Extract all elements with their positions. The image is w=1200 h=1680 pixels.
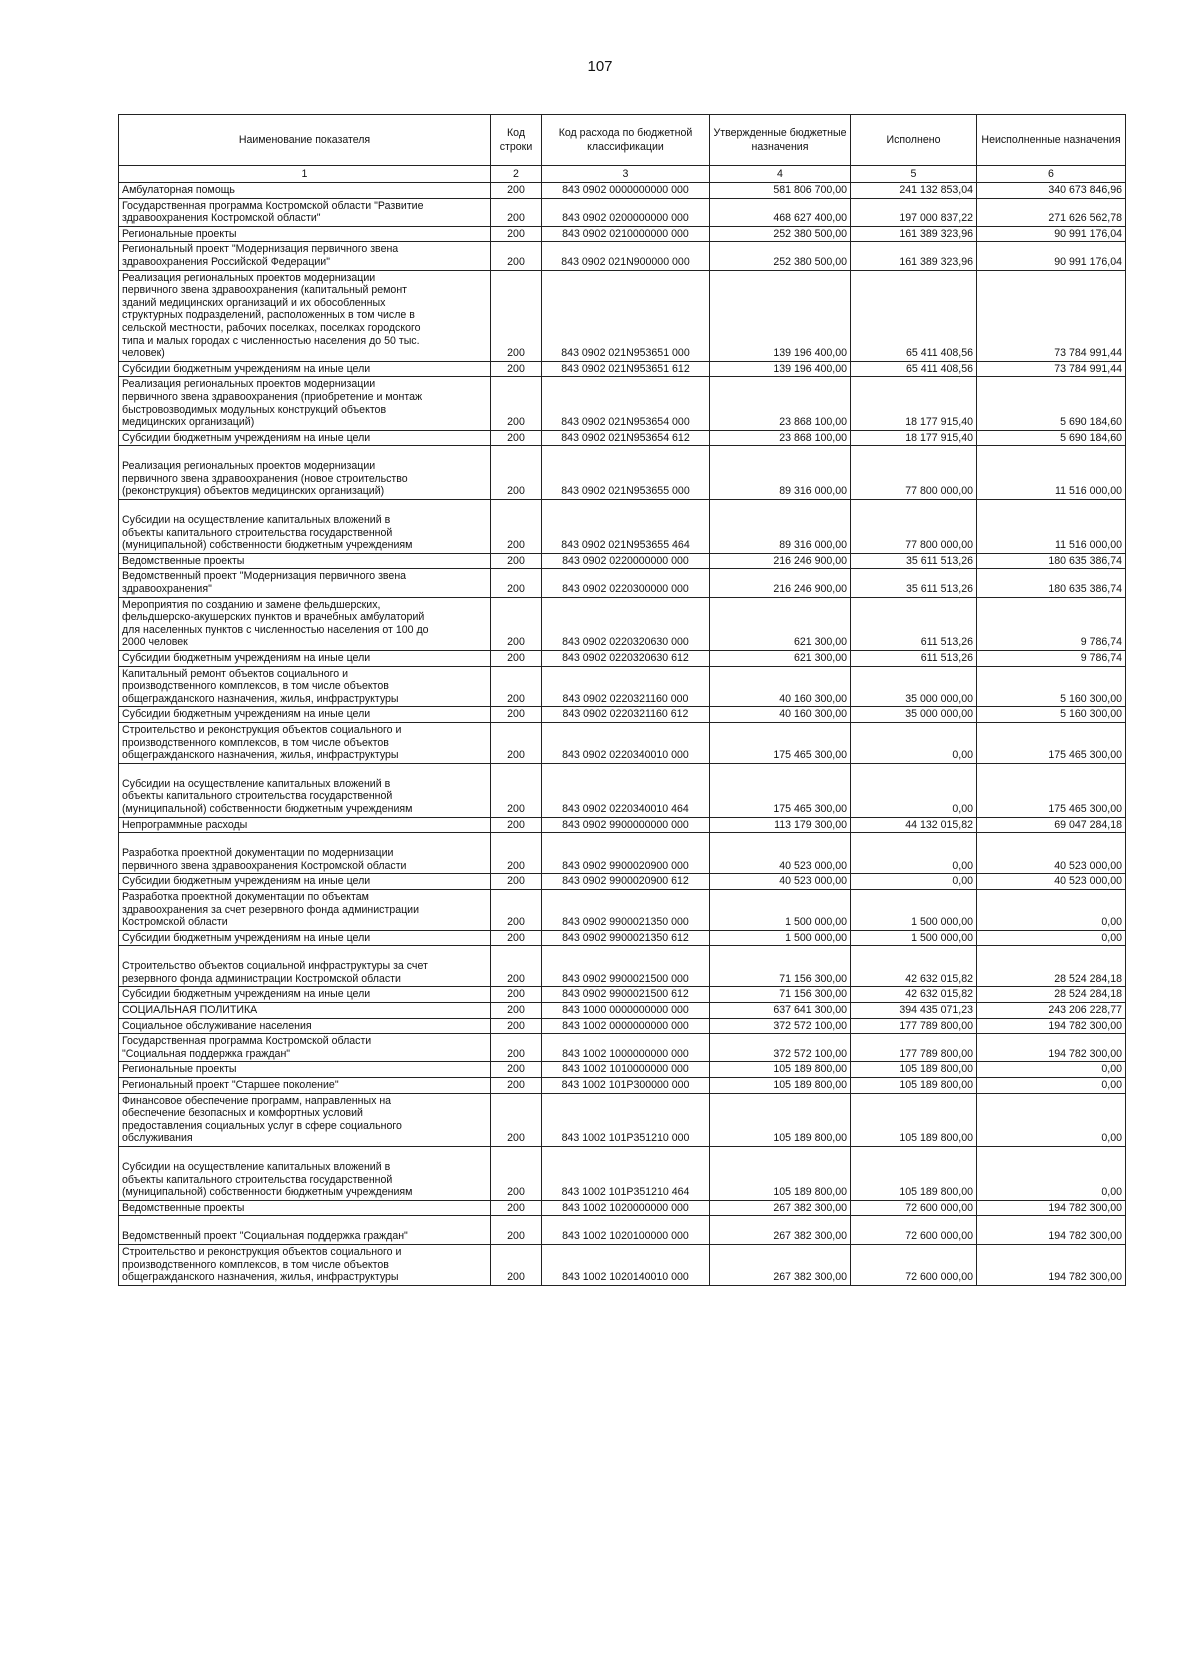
row-name: Разработка проектной документации по объектам здравоохранения за счет резервного фонда администрации Костромской области bbox=[119, 889, 491, 930]
table-row bbox=[119, 707, 1126, 723]
row-classification-code: 843 0902 9900020900 000 bbox=[542, 833, 710, 874]
row-name: Реализация региональных проектов модернизации первичного звена здравоохранения (новое строительство (реконструкция) объектов медицинских организаций) bbox=[119, 446, 491, 500]
table-row bbox=[119, 874, 1126, 890]
row-classification-code: 843 0902 021N900000 000 bbox=[542, 242, 710, 270]
row-unexecuted-amount: 180 635 386,74 bbox=[977, 569, 1126, 597]
table-row bbox=[119, 651, 1126, 667]
row-unexecuted-amount: 40 523 000,00 bbox=[977, 833, 1126, 874]
row-classification-code: 843 0902 0000000000 000 bbox=[542, 183, 710, 199]
row-name: Разработка проектной документации по модернизации первичного звена здравоохранения Костромской области bbox=[119, 833, 491, 874]
table-row bbox=[119, 987, 1126, 1003]
row-code: 200 bbox=[491, 500, 542, 554]
row-code: 200 bbox=[491, 930, 542, 946]
row-name: Непрограммные расходы bbox=[119, 817, 491, 833]
row-name: Социальное обслуживание населения bbox=[119, 1018, 491, 1034]
row-unexecuted-amount: 28 524 284,18 bbox=[977, 987, 1126, 1003]
table-row bbox=[119, 226, 1126, 242]
table-row bbox=[119, 553, 1126, 569]
row-code: 200 bbox=[491, 242, 542, 270]
row-approved-amount: 105 189 800,00 bbox=[710, 1062, 851, 1078]
row-approved-amount: 139 196 400,00 bbox=[710, 361, 851, 377]
table-row bbox=[119, 270, 1126, 361]
row-approved-amount: 175 465 300,00 bbox=[710, 763, 851, 817]
row-code: 200 bbox=[491, 722, 542, 763]
row-classification-code: 843 0902 021N953654 000 bbox=[542, 377, 710, 430]
row-name: Капитальный ремонт объектов социального и производственного комплексов, в том числе объектов общегражданского назначения, жилья, инфраструктуры bbox=[119, 666, 491, 707]
row-executed-amount: 611 513,26 bbox=[851, 597, 977, 650]
row-approved-amount: 216 246 900,00 bbox=[710, 553, 851, 569]
row-name: Строительство и реконструкция объектов социального и производственного комплексов, в том числе объектов общегражданского назначения, жилья, инфраструктуры bbox=[119, 722, 491, 763]
row-classification-code: 843 0902 9900021350 612 bbox=[542, 930, 710, 946]
row-executed-amount: 177 789 800,00 bbox=[851, 1034, 977, 1062]
row-approved-amount: 175 465 300,00 bbox=[710, 722, 851, 763]
page-number: 107 bbox=[587, 58, 613, 75]
column-number: 3 bbox=[542, 166, 710, 183]
row-code: 200 bbox=[491, 553, 542, 569]
column-number: 1 bbox=[119, 166, 491, 183]
row-name: Строительство объектов социальной инфраструктуры за счет резервного фонда администрации Костромской области bbox=[119, 946, 491, 987]
table-row bbox=[119, 1147, 1126, 1201]
row-executed-amount: 105 189 800,00 bbox=[851, 1147, 977, 1201]
row-executed-amount: 0,00 bbox=[851, 722, 977, 763]
table-row bbox=[119, 183, 1126, 199]
table-row bbox=[119, 242, 1126, 270]
row-name: Строительство и реконструкция объектов социального и производственного комплексов, в том числе объектов общегражданского назначения, жилья, инфраструктуры bbox=[119, 1244, 491, 1285]
budget-execution-table bbox=[118, 114, 1126, 1286]
row-approved-amount: 372 572 100,00 bbox=[710, 1034, 851, 1062]
table-row bbox=[119, 930, 1126, 946]
row-classification-code: 843 0902 9900021500 000 bbox=[542, 946, 710, 987]
row-executed-amount: 0,00 bbox=[851, 763, 977, 817]
row-approved-amount: 252 380 500,00 bbox=[710, 242, 851, 270]
row-executed-amount: 0,00 bbox=[851, 874, 977, 890]
row-code: 200 bbox=[491, 1200, 542, 1216]
row-name: Реализация региональных проектов модернизации первичного звена здравоохранения (приобретение и монтаж быстровозводимых модульных конструкций объектов медицинских организаций) bbox=[119, 377, 491, 430]
row-executed-amount: 105 189 800,00 bbox=[851, 1078, 977, 1094]
row-executed-amount: 35 000 000,00 bbox=[851, 707, 977, 723]
row-code: 200 bbox=[491, 1093, 542, 1146]
row-approved-amount: 23 868 100,00 bbox=[710, 377, 851, 430]
row-name: Субсидии бюджетным учреждениям на иные цели bbox=[119, 361, 491, 377]
row-unexecuted-amount: 180 635 386,74 bbox=[977, 553, 1126, 569]
row-unexecuted-amount: 0,00 bbox=[977, 1078, 1126, 1094]
row-approved-amount: 267 382 300,00 bbox=[710, 1216, 851, 1245]
row-approved-amount: 40 160 300,00 bbox=[710, 707, 851, 723]
header-code: Код строки bbox=[491, 115, 542, 166]
row-unexecuted-amount: 9 786,74 bbox=[977, 597, 1126, 650]
row-code: 200 bbox=[491, 597, 542, 650]
row-unexecuted-amount: 340 673 846,96 bbox=[977, 183, 1126, 199]
row-classification-code: 843 1002 101P300000 000 bbox=[542, 1078, 710, 1094]
row-approved-amount: 637 641 300,00 bbox=[710, 1003, 851, 1019]
row-name: Региональные проекты bbox=[119, 1062, 491, 1078]
row-executed-amount: 105 189 800,00 bbox=[851, 1093, 977, 1146]
row-classification-code: 843 0902 021N953655 000 bbox=[542, 446, 710, 500]
row-unexecuted-amount: 0,00 bbox=[977, 889, 1126, 930]
row-approved-amount: 105 189 800,00 bbox=[710, 1147, 851, 1201]
row-approved-amount: 89 316 000,00 bbox=[710, 500, 851, 554]
row-approved-amount: 621 300,00 bbox=[710, 651, 851, 667]
row-approved-amount: 372 572 100,00 bbox=[710, 1018, 851, 1034]
header-unexecuted: Неисполненные назначения bbox=[977, 115, 1126, 166]
row-classification-code: 843 0902 0220300000 000 bbox=[542, 569, 710, 597]
row-unexecuted-amount: 5 160 300,00 bbox=[977, 666, 1126, 707]
row-name: Мероприятия по созданию и замене фельдшерских, фельдшерско-акушерских пунктов и врачебных амбулаторий для населенных пунктов с численностью населения от 100 до 2000 человек bbox=[119, 597, 491, 650]
row-classification-code: 843 0902 0210000000 000 bbox=[542, 226, 710, 242]
row-name: Государственная программа Костромской области "Развитие здравоохранения Костромской области" bbox=[119, 198, 491, 226]
table-row bbox=[119, 361, 1126, 377]
row-approved-amount: 621 300,00 bbox=[710, 597, 851, 650]
row-unexecuted-amount: 90 991 176,04 bbox=[977, 242, 1126, 270]
row-code: 200 bbox=[491, 361, 542, 377]
row-name: Ведомственные проекты bbox=[119, 553, 491, 569]
row-name: Субсидии бюджетным учреждениям на иные цели bbox=[119, 874, 491, 890]
row-unexecuted-amount: 69 047 284,18 bbox=[977, 817, 1126, 833]
row-approved-amount: 105 189 800,00 bbox=[710, 1078, 851, 1094]
row-approved-amount: 71 156 300,00 bbox=[710, 987, 851, 1003]
row-executed-amount: 197 000 837,22 bbox=[851, 198, 977, 226]
row-approved-amount: 468 627 400,00 bbox=[710, 198, 851, 226]
row-name: Субсидии бюджетным учреждениям на иные цели bbox=[119, 930, 491, 946]
row-executed-amount: 177 789 800,00 bbox=[851, 1018, 977, 1034]
row-code: 200 bbox=[491, 817, 542, 833]
row-name: Государственная программа Костромской области "Социальная поддержка граждан" bbox=[119, 1034, 491, 1062]
header-executed: Исполнено bbox=[851, 115, 977, 166]
row-classification-code: 843 1002 1020100000 000 bbox=[542, 1216, 710, 1245]
table-row bbox=[119, 1018, 1126, 1034]
table-row bbox=[119, 1034, 1126, 1062]
row-executed-amount: 65 411 408,56 bbox=[851, 361, 977, 377]
table-row bbox=[119, 817, 1126, 833]
row-code: 200 bbox=[491, 377, 542, 430]
row-approved-amount: 40 523 000,00 bbox=[710, 833, 851, 874]
row-classification-code: 843 1002 1000000000 000 bbox=[542, 1034, 710, 1062]
row-classification-code: 843 0902 0220321160 612 bbox=[542, 707, 710, 723]
row-classification-code: 843 0902 0220321160 000 bbox=[542, 666, 710, 707]
row-unexecuted-amount: 5 690 184,60 bbox=[977, 377, 1126, 430]
row-code: 200 bbox=[491, 651, 542, 667]
row-classification-code: 843 1002 1020000000 000 bbox=[542, 1200, 710, 1216]
row-code: 200 bbox=[491, 946, 542, 987]
row-executed-amount: 72 600 000,00 bbox=[851, 1244, 977, 1285]
row-unexecuted-amount: 5 690 184,60 bbox=[977, 430, 1126, 446]
row-executed-amount: 161 389 323,96 bbox=[851, 242, 977, 270]
row-approved-amount: 216 246 900,00 bbox=[710, 569, 851, 597]
row-approved-amount: 267 382 300,00 bbox=[710, 1244, 851, 1285]
row-classification-code: 843 0902 0200000000 000 bbox=[542, 198, 710, 226]
row-classification-code: 843 0902 9900020900 612 bbox=[542, 874, 710, 890]
row-code: 200 bbox=[491, 1003, 542, 1019]
table-row bbox=[119, 1216, 1126, 1245]
row-code: 200 bbox=[491, 707, 542, 723]
row-name: Субсидии бюджетным учреждениям на иные цели bbox=[119, 651, 491, 667]
row-executed-amount: 35 611 513,26 bbox=[851, 553, 977, 569]
row-classification-code: 843 0902 021N953651 612 bbox=[542, 361, 710, 377]
table-row bbox=[119, 430, 1126, 446]
table-row bbox=[119, 946, 1126, 987]
row-approved-amount: 252 380 500,00 bbox=[710, 226, 851, 242]
row-classification-code: 843 0902 021N953651 000 bbox=[542, 270, 710, 361]
row-name: Региональный проект "Модернизация первичного звена здравоохранения Российской Федерации" bbox=[119, 242, 491, 270]
header-classification: Код расхода по бюджетной классификации bbox=[542, 115, 710, 166]
table-header-row bbox=[119, 115, 1126, 166]
row-executed-amount: 161 389 323,96 bbox=[851, 226, 977, 242]
row-classification-code: 843 1002 1020140010 000 bbox=[542, 1244, 710, 1285]
row-unexecuted-amount: 11 516 000,00 bbox=[977, 500, 1126, 554]
row-code: 200 bbox=[491, 1018, 542, 1034]
row-code: 200 bbox=[491, 183, 542, 199]
row-code: 200 bbox=[491, 666, 542, 707]
row-executed-amount: 1 500 000,00 bbox=[851, 889, 977, 930]
row-classification-code: 843 0902 0220000000 000 bbox=[542, 553, 710, 569]
row-approved-amount: 139 196 400,00 bbox=[710, 270, 851, 361]
row-approved-amount: 1 500 000,00 bbox=[710, 930, 851, 946]
row-name: Субсидии на осуществление капитальных вложений в объекты капитального строительства государственной (муниципальной) собственности бюджетным учреждениям bbox=[119, 500, 491, 554]
row-name: Региональный проект "Старшее поколение" bbox=[119, 1078, 491, 1094]
row-unexecuted-amount: 90 991 176,04 bbox=[977, 226, 1126, 242]
row-approved-amount: 23 868 100,00 bbox=[710, 430, 851, 446]
row-unexecuted-amount: 194 782 300,00 bbox=[977, 1034, 1126, 1062]
column-number-row bbox=[119, 166, 1126, 183]
row-classification-code: 843 0902 9900021350 000 bbox=[542, 889, 710, 930]
table-row bbox=[119, 569, 1126, 597]
row-name: Ведомственный проект "Социальная поддержка граждан" bbox=[119, 1216, 491, 1245]
row-executed-amount: 35 000 000,00 bbox=[851, 666, 977, 707]
table-row bbox=[119, 722, 1126, 763]
row-classification-code: 843 1002 0000000000 000 bbox=[542, 1018, 710, 1034]
table-body bbox=[119, 183, 1126, 1286]
row-unexecuted-amount: 194 782 300,00 bbox=[977, 1216, 1126, 1245]
row-name: Субсидии бюджетным учреждениям на иные цели bbox=[119, 430, 491, 446]
row-name: Субсидии бюджетным учреждениям на иные цели bbox=[119, 707, 491, 723]
row-code: 200 bbox=[491, 226, 542, 242]
row-classification-code: 843 1002 101P351210 464 bbox=[542, 1147, 710, 1201]
row-code: 200 bbox=[491, 987, 542, 1003]
row-unexecuted-amount: 28 524 284,18 bbox=[977, 946, 1126, 987]
row-classification-code: 843 0902 021N953655 464 bbox=[542, 500, 710, 554]
row-name: Амбулаторная помощь bbox=[119, 183, 491, 199]
table-row bbox=[119, 763, 1126, 817]
row-unexecuted-amount: 194 782 300,00 bbox=[977, 1018, 1126, 1034]
row-approved-amount: 267 382 300,00 bbox=[710, 1200, 851, 1216]
row-executed-amount: 72 600 000,00 bbox=[851, 1200, 977, 1216]
row-code: 200 bbox=[491, 1216, 542, 1245]
row-unexecuted-amount: 194 782 300,00 bbox=[977, 1244, 1126, 1285]
row-code: 200 bbox=[491, 1062, 542, 1078]
row-approved-amount: 1 500 000,00 bbox=[710, 889, 851, 930]
row-code: 200 bbox=[491, 569, 542, 597]
table-row bbox=[119, 1062, 1126, 1078]
table-row bbox=[119, 198, 1126, 226]
table-row bbox=[119, 1078, 1126, 1094]
row-name: СОЦИАЛЬНАЯ ПОЛИТИКА bbox=[119, 1003, 491, 1019]
table-row bbox=[119, 1093, 1126, 1146]
row-executed-amount: 0,00 bbox=[851, 833, 977, 874]
row-name: Ведомственные проекты bbox=[119, 1200, 491, 1216]
row-code: 200 bbox=[491, 1034, 542, 1062]
table-row bbox=[119, 833, 1126, 874]
row-approved-amount: 89 316 000,00 bbox=[710, 446, 851, 500]
row-executed-amount: 72 600 000,00 bbox=[851, 1216, 977, 1245]
header-name: Наименование показателя bbox=[119, 115, 491, 166]
row-code: 200 bbox=[491, 270, 542, 361]
row-approved-amount: 71 156 300,00 bbox=[710, 946, 851, 987]
table-row bbox=[119, 500, 1126, 554]
row-classification-code: 843 0902 0220320630 000 bbox=[542, 597, 710, 650]
row-executed-amount: 18 177 915,40 bbox=[851, 377, 977, 430]
row-classification-code: 843 0902 0220320630 612 bbox=[542, 651, 710, 667]
row-unexecuted-amount: 0,00 bbox=[977, 1062, 1126, 1078]
row-classification-code: 843 0902 9900000000 000 bbox=[542, 817, 710, 833]
row-name: Финансовое обеспечение программ, направленных на обеспечение безопасных и комфортных условий предоставления социальных услуг в сфере социального обслуживания bbox=[119, 1093, 491, 1146]
row-unexecuted-amount: 194 782 300,00 bbox=[977, 1200, 1126, 1216]
row-code: 200 bbox=[491, 446, 542, 500]
row-unexecuted-amount: 271 626 562,78 bbox=[977, 198, 1126, 226]
table-row bbox=[119, 889, 1126, 930]
row-classification-code: 843 0902 0220340010 464 bbox=[542, 763, 710, 817]
row-name: Региональные проекты bbox=[119, 226, 491, 242]
row-executed-amount: 394 435 071,23 bbox=[851, 1003, 977, 1019]
table-row bbox=[119, 377, 1126, 430]
row-approved-amount: 40 160 300,00 bbox=[710, 666, 851, 707]
row-code: 200 bbox=[491, 198, 542, 226]
row-name: Ведомственный проект "Модернизация первичного звена здравоохранения" bbox=[119, 569, 491, 597]
row-executed-amount: 42 632 015,82 bbox=[851, 946, 977, 987]
row-unexecuted-amount: 40 523 000,00 bbox=[977, 874, 1126, 890]
row-unexecuted-amount: 0,00 bbox=[977, 1147, 1126, 1201]
row-classification-code: 843 0902 0220340010 000 bbox=[542, 722, 710, 763]
row-executed-amount: 18 177 915,40 bbox=[851, 430, 977, 446]
column-number: 4 bbox=[710, 166, 851, 183]
row-unexecuted-amount: 73 784 991,44 bbox=[977, 361, 1126, 377]
row-executed-amount: 42 632 015,82 bbox=[851, 987, 977, 1003]
row-unexecuted-amount: 9 786,74 bbox=[977, 651, 1126, 667]
row-executed-amount: 611 513,26 bbox=[851, 651, 977, 667]
row-unexecuted-amount: 5 160 300,00 bbox=[977, 707, 1126, 723]
table-row bbox=[119, 446, 1126, 500]
row-approved-amount: 105 189 800,00 bbox=[710, 1093, 851, 1146]
row-unexecuted-amount: 0,00 bbox=[977, 1093, 1126, 1146]
row-unexecuted-amount: 175 465 300,00 bbox=[977, 763, 1126, 817]
header-approved: Утвержденные бюджетные назначения bbox=[710, 115, 851, 166]
row-unexecuted-amount: 11 516 000,00 bbox=[977, 446, 1126, 500]
row-code: 200 bbox=[491, 1244, 542, 1285]
row-classification-code: 843 0902 021N953654 612 bbox=[542, 430, 710, 446]
row-executed-amount: 1 500 000,00 bbox=[851, 930, 977, 946]
table-row bbox=[119, 666, 1126, 707]
row-name: Субсидии бюджетным учреждениям на иные цели bbox=[119, 987, 491, 1003]
row-executed-amount: 241 132 853,04 bbox=[851, 183, 977, 199]
row-executed-amount: 77 800 000,00 bbox=[851, 446, 977, 500]
row-unexecuted-amount: 243 206 228,77 bbox=[977, 1003, 1126, 1019]
row-name: Субсидии на осуществление капитальных вложений в объекты капитального строительства государственной (муниципальной) собственности бюджетным учреждениям bbox=[119, 1147, 491, 1201]
row-unexecuted-amount: 0,00 bbox=[977, 930, 1126, 946]
row-executed-amount: 44 132 015,82 bbox=[851, 817, 977, 833]
row-unexecuted-amount: 73 784 991,44 bbox=[977, 270, 1126, 361]
row-executed-amount: 65 411 408,56 bbox=[851, 270, 977, 361]
row-executed-amount: 77 800 000,00 bbox=[851, 500, 977, 554]
row-code: 200 bbox=[491, 430, 542, 446]
table-row bbox=[119, 1003, 1126, 1019]
row-approved-amount: 581 806 700,00 bbox=[710, 183, 851, 199]
row-code: 200 bbox=[491, 763, 542, 817]
row-code: 200 bbox=[491, 1147, 542, 1201]
table-row bbox=[119, 1244, 1126, 1285]
table-row bbox=[119, 597, 1126, 650]
row-executed-amount: 105 189 800,00 bbox=[851, 1062, 977, 1078]
row-name: Субсидии на осуществление капитальных вложений в объекты капитального строительства государственной (муниципальной) собственности бюджетным учреждениям bbox=[119, 763, 491, 817]
row-code: 200 bbox=[491, 833, 542, 874]
column-number: 6 bbox=[977, 166, 1126, 183]
row-classification-code: 843 1002 1010000000 000 bbox=[542, 1062, 710, 1078]
row-executed-amount: 35 611 513,26 bbox=[851, 569, 977, 597]
row-approved-amount: 40 523 000,00 bbox=[710, 874, 851, 890]
table-row bbox=[119, 1200, 1126, 1216]
row-name: Реализация региональных проектов модернизации первичного звена здравоохранения (капитальный ремонт зданий медицинских организаций и их обособленных структурных подразделений, расположенных в том числе в сельской местности, рабочих поселках, поселках городского типа и малых городах с численностью населения до 50 тыс. человек) bbox=[119, 270, 491, 361]
row-classification-code: 843 0902 9900021500 612 bbox=[542, 987, 710, 1003]
row-unexecuted-amount: 175 465 300,00 bbox=[977, 722, 1126, 763]
row-classification-code: 843 1000 0000000000 000 bbox=[542, 1003, 710, 1019]
column-number: 5 bbox=[851, 166, 977, 183]
row-classification-code: 843 1002 101P351210 000 bbox=[542, 1093, 710, 1146]
column-number: 2 bbox=[491, 166, 542, 183]
row-code: 200 bbox=[491, 1078, 542, 1094]
row-code: 200 bbox=[491, 874, 542, 890]
row-approved-amount: 113 179 300,00 bbox=[710, 817, 851, 833]
row-code: 200 bbox=[491, 889, 542, 930]
